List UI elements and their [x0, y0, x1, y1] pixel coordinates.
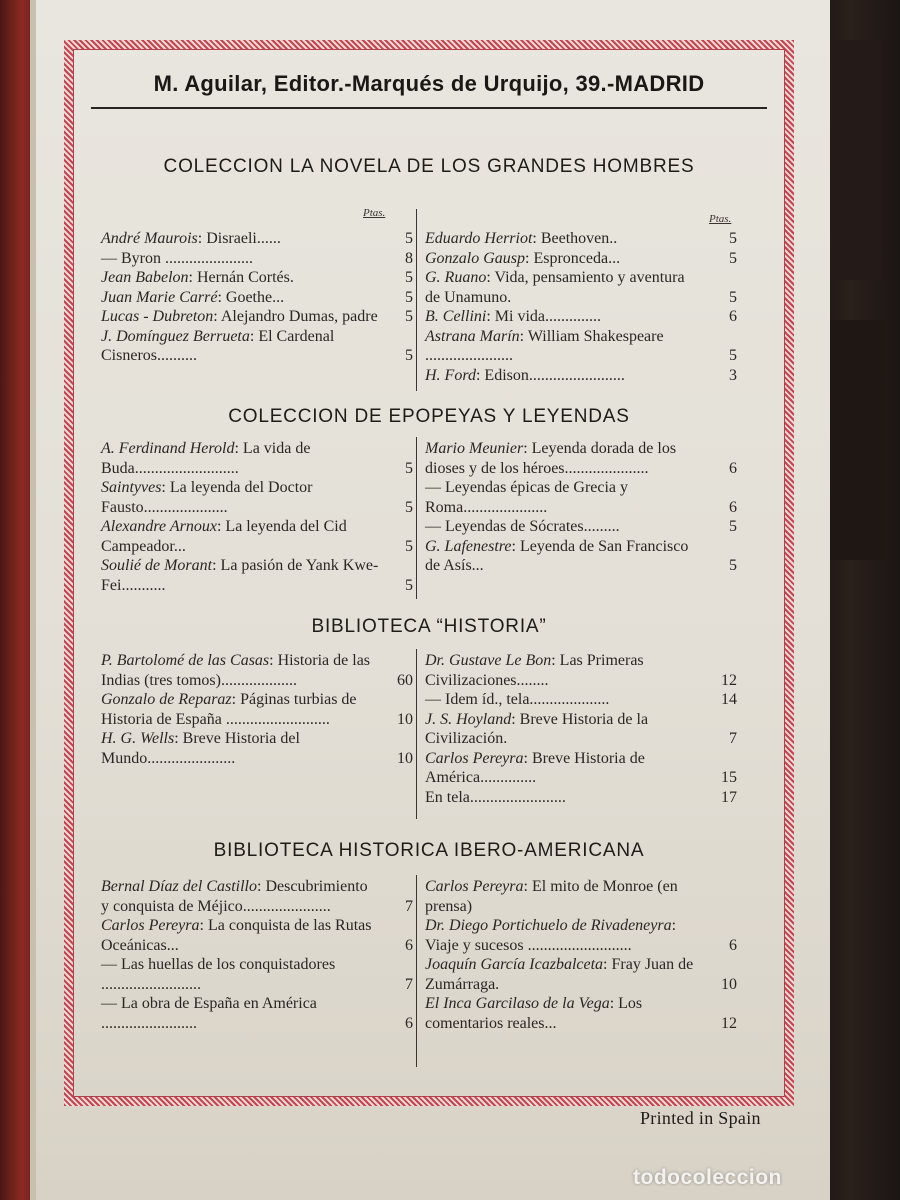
entry-author: Astrana Marín: [425, 327, 520, 345]
entry-text: El Inca Garcilaso de la Vega: Los comentarios reales...: [425, 995, 643, 1032]
entry-price: 6: [405, 1014, 413, 1032]
entry-text: Dr. Gustave Le Bon: Las Primeras Civilizaciones........: [425, 652, 644, 689]
entry-author: Soulié de Morant: [101, 557, 213, 574]
entry-price: 10: [397, 749, 413, 767]
entry-price: 5: [405, 498, 413, 516]
section-left-column: [101, 439, 413, 595]
entry-text: André Maurois: Disraeli......: [101, 230, 281, 247]
entry-author: P. Bartolomé de las Casas: [101, 652, 270, 669]
section-left-column: [101, 651, 413, 768]
printed-in-spain-label: Printed in Spain: [640, 1108, 761, 1128]
entry-text: [101, 994, 379, 1033]
entry-author: H. G. Wells: [101, 730, 175, 747]
entry-price: 5: [729, 557, 737, 574]
entry-author: Juan Marie Carré: [101, 288, 218, 306]
catalog-entry: [425, 366, 737, 386]
column-divider: [416, 875, 417, 1067]
entry-text: G. Lafenestre: Leyenda de San Francisco de Asís...: [425, 537, 689, 574]
catalog-entry: [425, 994, 737, 1033]
entry-author: H. Ford: [425, 366, 476, 384]
entry-author: El Inca Garcilaso de la Vega: [425, 995, 610, 1012]
entry-text: Alexandre Arnoux: La leyenda del Cid Campeador...: [101, 518, 347, 555]
entry-author: Joaquín García Icazbalceta: [425, 956, 604, 973]
entry-price: 14: [721, 691, 737, 708]
entry-price: 5: [405, 269, 413, 286]
entry-author: A. Ferdinand Herold: [101, 440, 235, 457]
catalog-entry: [425, 916, 737, 955]
entry-author: Bernal Díaz del Castillo: [101, 878, 257, 895]
catalog-entry: [101, 327, 413, 366]
catalog-entry: [425, 327, 737, 366]
catalog-entry: [101, 916, 413, 955]
entry-title: Descubrimiento y conquista de Méjico......................: [101, 878, 368, 915]
entry-text: Dr. Diego Portichuelo de Rivadeneyra: Viaje y sucesos ..........................: [425, 917, 677, 954]
entry-price: 5: [405, 288, 413, 306]
catalog-entry: [425, 651, 737, 690]
entry-price: 7: [729, 730, 737, 747]
entry-title: Mi vida..............: [494, 308, 601, 325]
entry-title: Viaje y sucesos ..........................: [425, 936, 632, 954]
catalog-entry: [101, 288, 413, 308]
entry-text: Gonzalo de Reparaz: Páginas turbias de Historia de España ..........................: [101, 691, 357, 728]
entry-price: 5: [405, 347, 413, 364]
section-right-column: [425, 651, 737, 807]
entry-title: Las Primeras Civilizaciones........: [425, 652, 644, 689]
entry-author: B. Cellini: [425, 308, 487, 325]
catalog-entry: [425, 690, 737, 710]
entry-price: 5: [405, 308, 413, 325]
entry-price: 8: [405, 249, 413, 267]
entry-text: Carlos Pereyra: El mito de Monroe (en prensa): [425, 878, 678, 915]
entry-price: 5: [405, 230, 413, 247]
entry-price: 5: [405, 459, 413, 477]
entry-price: 3: [729, 366, 737, 384]
entry-title: — Las huellas de los conquistadores .........................: [101, 956, 336, 993]
catalog-entry: [425, 439, 737, 478]
catalog-entry: [101, 729, 413, 768]
entry-text: G. Ruano: Vida, pensamiento y aventura de Unamuno.: [425, 269, 685, 306]
catalog-entry: [101, 307, 413, 327]
catalog-entry: [101, 478, 413, 517]
entry-title: Goethe...: [225, 288, 285, 306]
entry-title: Leyenda de San Francisco de Asís...: [425, 537, 689, 574]
entry-price: 5: [729, 230, 737, 247]
entry-title: Hernán Cortés.: [196, 269, 294, 286]
entry-author: Dr. Gustave Le Bon: [425, 652, 552, 669]
entry-price: 5: [729, 347, 737, 364]
entry-text: Carlos Pereyra: La conquista de las Rutas Oceánicas...: [101, 917, 372, 954]
entry-text: Carlos Pereyra: Breve Historia de América..............: [425, 749, 645, 786]
catalog-entry: [425, 788, 737, 808]
currency-label: Ptas.: [709, 213, 732, 225]
entry-title: Fray Juan de Zumárraga.: [425, 956, 694, 993]
entry-title: — Leyendas de Sócrates.........: [425, 518, 620, 535]
entry-price: 60: [397, 671, 413, 689]
catalog-entry: [101, 229, 413, 249]
entry-text: Lucas - Dubreton: Alejandro Dumas, padre: [101, 308, 378, 325]
entry-price: 6: [729, 459, 737, 477]
entry-title: La leyenda del Doctor Fausto.....................: [101, 479, 313, 516]
entry-author: Alexandre Arnoux: [101, 518, 217, 535]
section-right-column: [425, 439, 737, 576]
catalog-entry: [101, 651, 413, 690]
catalog-entry: [425, 537, 737, 576]
entry-text: [425, 517, 703, 537]
entry-author: Mario Meunier: [425, 440, 524, 457]
section-left-column: [101, 229, 413, 366]
entry-price: 6: [729, 308, 737, 325]
entry-text: H. G. Wells: Breve Historia del Mundo......................: [101, 730, 300, 767]
entry-title: El Cardenal Cisneros..........: [101, 327, 335, 364]
entry-author: André Maurois: [101, 230, 198, 247]
entry-text: Bernal Díaz del Castillo: Descubrimiento y conquista de Méjico......................: [101, 878, 368, 915]
entry-text: Jean Babelon: Hernán Cortés.: [101, 269, 294, 286]
entry-title: Breve Historia de la Civilización.: [425, 710, 649, 747]
entry-title: La conquista de las Rutas Oceánicas...: [101, 917, 372, 954]
entry-text: Juan Marie Carré: Goethe...: [101, 288, 285, 306]
catalog-entry: [425, 249, 737, 269]
entry-price: 17: [721, 788, 737, 806]
entry-author: Carlos Pereyra: [101, 917, 200, 934]
entry-title: Beethoven..: [540, 230, 618, 247]
entry-price: 5: [729, 518, 737, 535]
catalog-entry: [425, 307, 737, 327]
entry-price: 15: [721, 769, 737, 786]
section-title: BIBLIOTECA HISTORICA IBERO-AMERICANA: [213, 840, 645, 861]
entry-text: J. Domínguez Berrueta: El Cardenal Cisneros..........: [101, 327, 335, 364]
entry-title: Breve Historia del Mundo......................: [101, 730, 300, 767]
entry-text: A. Ferdinand Herold: La vida de Buda..........................: [101, 440, 311, 477]
entry-title: Los comentarios reales...: [425, 995, 643, 1032]
entry-author: Carlos Pereyra: [425, 878, 524, 895]
column-divider: [416, 437, 417, 599]
entry-author: Eduardo Herriot: [425, 230, 533, 247]
section-title: COLECCION DE EPOPEYAS Y LEYENDAS: [228, 406, 630, 427]
catalog-entry: [101, 690, 413, 729]
catalog-entry: [101, 877, 413, 916]
entry-price: 10: [721, 975, 737, 993]
entry-price: 6: [405, 936, 413, 954]
entry-title: En tela........................: [425, 788, 566, 806]
entry-text: [425, 788, 703, 808]
entry-price: 7: [405, 975, 413, 993]
entry-title: La vida de Buda..........................: [101, 440, 311, 477]
entry-title: — Byron ......................: [101, 249, 253, 267]
entry-price: 5: [729, 249, 737, 267]
entry-text: Joaquín García Icazbalceta: Fray Juan de Zumárraga.: [425, 956, 694, 993]
catalog-entry: [101, 994, 413, 1033]
catalog-entry: [425, 229, 737, 249]
catalog-entry: [425, 749, 737, 788]
section-right-column: [425, 229, 737, 385]
entry-text: H. Ford: Edison........................: [425, 366, 625, 384]
entry-author: Lucas - Dubreton: [101, 308, 214, 325]
entry-author: J. Domínguez Berrueta: [101, 327, 250, 345]
catalog-entry: [425, 268, 737, 307]
entry-text: [101, 249, 379, 269]
entry-author: G. Ruano: [425, 269, 487, 286]
section-title: BIBLIOTECA “HISTORIA”: [311, 616, 547, 637]
entry-author: Dr. Diego Portichuelo de Rivadeneyra: [425, 917, 672, 934]
entry-author: Jean Babelon: [101, 269, 189, 286]
catalog-entry: [101, 955, 413, 994]
entry-text: [425, 478, 703, 517]
entry-title: Vida, pensamiento y aventura de Unamuno.: [425, 269, 685, 306]
entry-author: Gonzalo de Reparaz: [101, 691, 232, 708]
red-border-frame: [64, 40, 794, 1106]
entry-author: J. S. Hoyland: [425, 710, 512, 728]
entry-text: Astrana Marín: William Shakespeare ......................: [425, 327, 664, 364]
entry-author: Carlos Pereyra: [425, 749, 524, 767]
entry-title: Breve Historia de América..............: [425, 749, 645, 786]
entry-text: Saintyves: La leyenda del Doctor Fausto.....................: [101, 479, 313, 516]
entry-title: La pasión de Yank Kwe-Fei...........: [101, 557, 379, 594]
entry-price: 6: [729, 498, 737, 516]
watermark-text: todocoleccion: [633, 1166, 782, 1189]
entry-price: 5: [405, 576, 413, 594]
entry-title: William Shakespeare ......................: [425, 327, 664, 364]
entry-title: Edison........................: [484, 366, 625, 384]
catalog-entry: [101, 439, 413, 478]
entry-text: Gonzalo Gausp: Espronceda...: [425, 249, 621, 267]
entry-price: 12: [721, 1014, 737, 1032]
entry-title: La leyenda del Cid Campeador...: [101, 518, 347, 555]
currency-label: Ptas.: [363, 207, 386, 219]
entry-title: — Idem íd., tela....................: [425, 691, 610, 708]
entry-title: Páginas turbias de Historia de España ..........................: [101, 691, 357, 728]
entry-text: [425, 690, 703, 710]
entry-text: Soulié de Morant: La pasión de Yank Kwe-Fei...........: [101, 557, 379, 594]
publisher-header: M. Aguilar, Editor.-Marqués de Urquijo, 39.-MADRID: [91, 71, 767, 109]
entry-price: 12: [721, 671, 737, 689]
entry-title: — Leyendas épicas de Grecia y Roma.....................: [425, 479, 629, 516]
entry-price: 6: [729, 936, 737, 954]
entry-text: P. Bartolomé de las Casas: Historia de las Indias (tres tomos)...................: [101, 652, 371, 689]
entry-text: [101, 955, 379, 994]
section-left-column: [101, 877, 413, 1033]
entry-title: Historia de las Indias (tres tomos)...................: [101, 652, 371, 689]
entry-title: — La obra de España en América ........................: [101, 995, 317, 1032]
entry-title: Alejandro Dumas, padre: [220, 308, 378, 325]
entry-text: B. Cellini: Mi vida..............: [425, 308, 601, 325]
catalog-entry: [101, 268, 413, 288]
entry-price: 5: [729, 288, 737, 306]
entry-title: El mito de Monroe (en prensa): [425, 878, 678, 915]
catalog-entry: [425, 955, 737, 994]
catalog-entry: [425, 710, 737, 749]
entry-text: J. S. Hoyland: Breve Historia de la Civilización.: [425, 710, 649, 747]
entry-title: Disraeli......: [206, 230, 281, 247]
entry-text: Mario Meunier: Leyenda dorada de los dioses y de los héroes.....................: [425, 440, 677, 477]
catalog-entry: [425, 877, 737, 916]
section-title: COLECCION LA NOVELA DE LOS GRANDES HOMBRES: [163, 156, 695, 177]
entry-author: Gonzalo Gausp: [425, 249, 526, 267]
column-divider: [416, 649, 417, 819]
entry-title: Leyenda dorada de los dioses y de los héroes.....................: [425, 440, 677, 477]
column-divider: [416, 209, 417, 391]
catalog-entry: [101, 517, 413, 556]
entry-price: 7: [405, 897, 413, 915]
catalog-entry: [101, 556, 413, 595]
catalog-entry: [425, 517, 737, 537]
entry-author: G. Lafenestre: [425, 537, 512, 555]
entry-author: Saintyves: [101, 479, 162, 496]
catalog-entry: [425, 478, 737, 517]
entry-title: Espronceda...: [533, 249, 621, 267]
entry-price: 10: [397, 710, 413, 728]
section-right-column: [425, 877, 737, 1033]
catalog-entry: [101, 249, 413, 269]
entry-text: Eduardo Herriot: Beethoven..: [425, 230, 618, 247]
entry-price: 5: [405, 537, 413, 555]
